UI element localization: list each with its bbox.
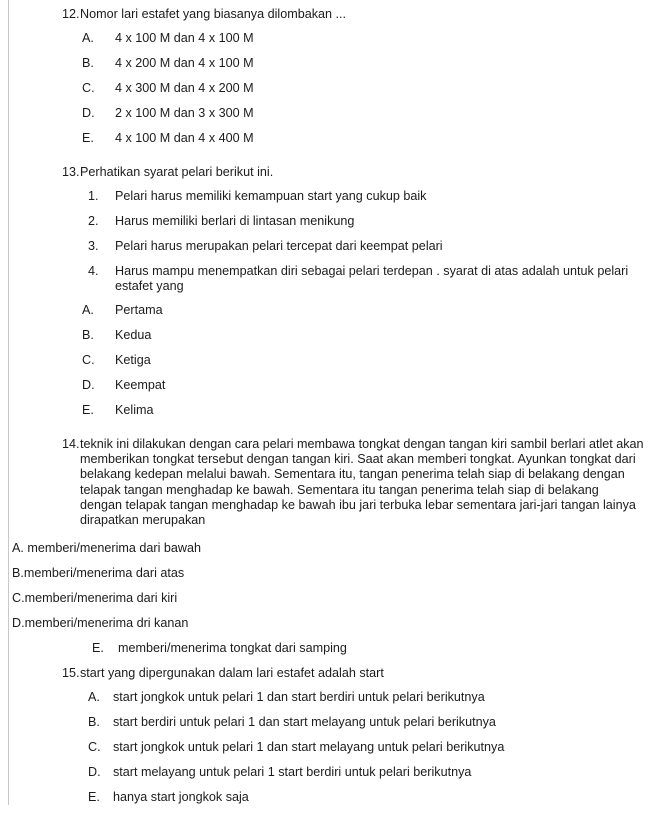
option-12-d-text: 2 x 100 M dan 3 x 300 M [115, 106, 254, 120]
option-13-a-mark: A. [82, 303, 94, 317]
option-13-c[interactable] [0, 353, 672, 378]
option-14-e-mark: E. [92, 641, 104, 656]
option-15-a[interactable] [0, 690, 672, 715]
statement-13-3 [0, 239, 672, 264]
option-13-b[interactable] [0, 328, 672, 353]
question-14-stem-text: teknik ini dilakukan dengan cara pelari membawa tongkat dengan tangan kiri sambil berlari atlet akan memberikan tongkat tersebut dengan tangan kiri. Saat akan memberi tongkat. Ayunkan tongkat dari belakang kedepan melalui bawah. Sementara itu, tangan penerima telah siap di belakang dengan telapak tangan menghadap ke bawah. Sementara itu tangan penerima telah siap di belakang dengan telapak tangan menghadap ke bawah ibu jari terbuka lebar sementara jari-jari tangan lainya dirapatkan merupakan [80, 437, 644, 528]
question-14 [0, 437, 672, 666]
question-15-number: 15. [62, 666, 80, 681]
option-14-a[interactable] [0, 541, 672, 566]
question-12-options [0, 31, 672, 156]
question-15-options [0, 690, 672, 815]
option-15-b-text: start berdiri untuk pelari 1 dan start melayang untuk pelari berikutnya [113, 715, 496, 730]
option-14-e-text: memberi/menerima tongkat dari samping [118, 641, 347, 656]
statement-13-3-mark: 3. [88, 239, 99, 253]
statement-13-1-text: Pelari harus memiliki kemampuan start yang cukup baik [115, 189, 427, 203]
option-12-c[interactable] [0, 81, 672, 106]
option-15-e[interactable] [0, 790, 672, 815]
option-13-d[interactable] [0, 378, 672, 403]
option-13-d-mark: D. [82, 378, 95, 392]
option-13-b-text: Kedua [115, 328, 152, 342]
option-15-e-mark: E. [88, 790, 100, 805]
option-12-e[interactable] [0, 131, 672, 156]
statement-13-4-text: Harus mampu menempatkan diri sebagai pelari terdepan . syarat di atas adalah untuk pelari estafet yang [115, 264, 629, 293]
question-14-number: 14. [62, 437, 80, 451]
question-13-stem-text: Perhatikan syarat pelari berikut ini. [80, 165, 274, 179]
question-13-number: 13. [62, 165, 80, 179]
option-13-a[interactable] [0, 303, 672, 328]
option-15-d-text: start melayang untuk pelari 1 start berdiri untuk pelari berikutnya [113, 765, 472, 780]
option-13-b-mark: B. [82, 328, 94, 342]
option-13-e-text: Kelima [115, 403, 154, 417]
statement-13-4-mark: 4. [88, 264, 99, 278]
question-12-stem [0, 7, 672, 22]
option-15-a-mark: A. [88, 690, 100, 705]
option-15-c[interactable] [0, 740, 672, 765]
option-12-e-text: 4 x 100 M dan 4 x 400 M [115, 131, 254, 145]
statement-13-2-mark: 2. [88, 214, 99, 228]
question-12-number: 12. [62, 7, 80, 21]
option-12-b-text: 4 x 200 M dan 4 x 100 M [115, 56, 254, 70]
statement-13-1 [0, 189, 672, 214]
option-12-b-mark: B. [82, 56, 94, 70]
option-12-d-mark: D. [82, 106, 95, 120]
option-15-c-mark: C. [88, 740, 101, 755]
option-15-d[interactable] [0, 765, 672, 790]
question-14-options [0, 541, 672, 666]
option-14-d-text: D.memberi/menerima dri kanan [12, 616, 189, 631]
option-14-b-text: B.memberi/menerima dari atas [12, 566, 185, 581]
option-12-a-text: 4 x 100 M dan 4 x 100 M [115, 31, 254, 45]
option-13-c-text: Ketiga [115, 353, 151, 367]
option-14-c[interactable] [0, 591, 672, 616]
statement-13-4 [0, 264, 672, 294]
option-14-e[interactable] [0, 641, 672, 666]
option-14-c-text: C.memberi/menerima dari kiri [12, 591, 178, 606]
option-12-b[interactable] [0, 56, 672, 81]
question-15 [0, 666, 672, 815]
question-13-stem [0, 165, 672, 180]
option-13-d-text: Keempat [115, 378, 166, 392]
option-12-d[interactable] [0, 106, 672, 131]
option-12-c-text: 4 x 300 M dan 4 x 200 M [115, 81, 254, 95]
option-13-c-mark: C. [82, 353, 95, 367]
option-14-d[interactable] [0, 616, 672, 641]
option-15-c-text: start jongkok untuk pelari 1 dan start melayang untuk pelari berikutnya [113, 740, 505, 755]
option-15-a-text: start jongkok untuk pelari 1 dan start berdiri untuk pelari berikutnya [113, 690, 485, 705]
option-12-c-mark: C. [82, 81, 95, 95]
option-13-e-mark: E. [82, 403, 94, 417]
question-12 [0, 0, 672, 156]
option-12-a-mark: A. [82, 31, 94, 45]
option-12-e-mark: E. [82, 131, 94, 145]
option-15-b-mark: B. [88, 715, 100, 730]
option-13-e[interactable] [0, 403, 672, 428]
statement-13-1-mark: 1. [88, 189, 99, 203]
option-14-a-text: A. memberi/menerima dari bawah [12, 541, 201, 556]
statement-13-2 [0, 214, 672, 239]
question-15-stem-text: start yang dipergunakan dalam lari estafet adalah start [80, 666, 384, 681]
question-12-stem-text: Nomor lari estafet yang biasanya dilombakan ... [80, 7, 347, 21]
option-14-b[interactable] [0, 566, 672, 591]
question-14-stem [0, 437, 672, 528]
question-13 [0, 165, 672, 428]
question-15-stem [0, 666, 672, 681]
option-15-e-text: hanya start jongkok saja [113, 790, 249, 805]
question-13-statements [0, 189, 672, 294]
statement-13-2-text: Harus memiliki berlari di lintasan menikung [115, 214, 355, 228]
option-15-b[interactable] [0, 715, 672, 740]
question-13-options [0, 303, 672, 428]
option-15-d-mark: D. [88, 765, 101, 780]
option-13-a-text: Pertama [115, 303, 163, 317]
option-12-a[interactable] [0, 31, 672, 56]
statement-13-3-text: Pelari harus merupakan pelari tercepat dari keempat pelari [115, 239, 443, 253]
